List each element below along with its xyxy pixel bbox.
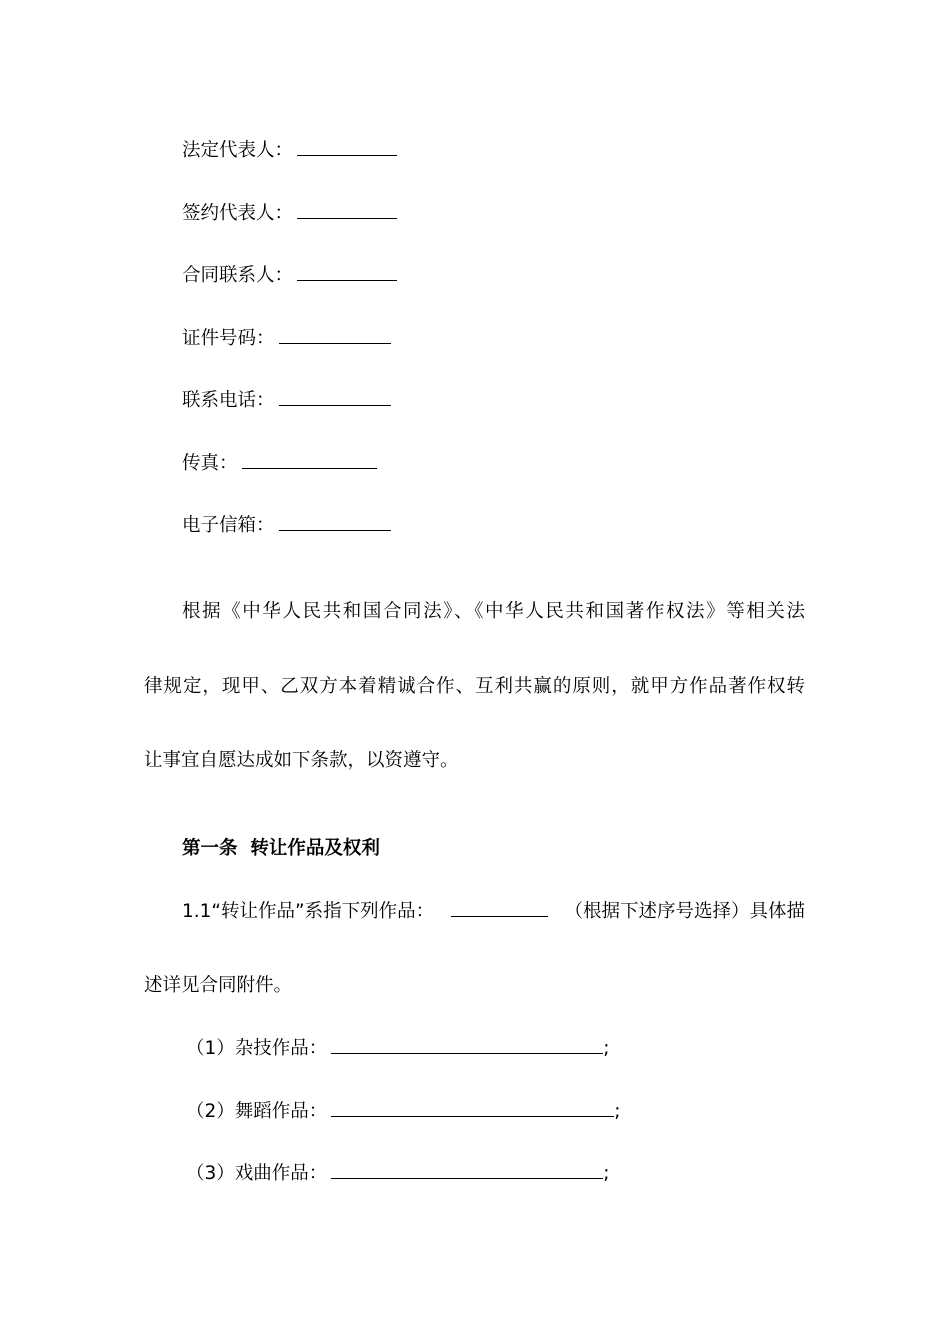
item-2-line <box>186 1099 621 1124</box>
phone-label: 联系电话： <box>182 390 275 411</box>
clause-1-1-blank[interactable] <box>451 899 548 917</box>
id-number-line <box>182 326 391 351</box>
item-3-end: ; <box>603 1163 610 1184</box>
item-2-end: ; <box>614 1101 621 1122</box>
phone-blank[interactable] <box>279 388 391 406</box>
signing-rep-line <box>182 201 397 226</box>
item-3-label: （3）戏曲作品： <box>186 1163 328 1184</box>
article-1-heading: 第一条 转让作品及权利 <box>182 838 380 859</box>
contact-person-line <box>182 263 397 288</box>
email-label: 电子信箱： <box>182 515 275 536</box>
item-1-label: （1）杂技作品： <box>186 1038 328 1059</box>
item-2-label: （2）舞蹈作品： <box>186 1101 328 1122</box>
clause-1-1-continuation: 述详见合同附件。 <box>144 975 293 996</box>
legal-rep-line <box>182 138 397 163</box>
signing-rep-label: 签约代表人： <box>182 203 294 224</box>
item-1-line <box>186 1036 610 1061</box>
preamble-line-2: 律规定，现甲、乙双方本着精诚合作、互利共赢的原则，就甲方作品著作权转 <box>144 676 805 697</box>
clause-1-1-line <box>182 899 805 924</box>
preamble-line-1: 根据《中华人民共和国合同法》、《中华人民共和国著作权法》等相关法 <box>182 601 805 622</box>
preamble-line-3: 让事宜自愿达成如下条款，以资遵守。 <box>144 750 459 771</box>
item-2-blank[interactable] <box>331 1099 614 1117</box>
phone-line <box>182 388 391 413</box>
item-1-blank[interactable] <box>331 1036 603 1054</box>
clause-1-1-suffix: （根据下述序号选择）具体描 <box>564 901 805 922</box>
signing-rep-blank[interactable] <box>297 201 397 219</box>
fax-blank[interactable] <box>242 451 377 469</box>
contact-person-blank[interactable] <box>297 263 397 281</box>
item-1-end: ; <box>603 1038 610 1059</box>
legal-rep-blank[interactable] <box>297 138 397 156</box>
fax-label: 传真： <box>182 453 238 474</box>
email-line <box>182 513 391 538</box>
item-3-line <box>186 1161 610 1186</box>
id-number-label: 证件号码： <box>182 328 275 349</box>
clause-1-1-prefix: 1.1“转让作品”系指下列作品： <box>182 901 435 922</box>
item-3-blank[interactable] <box>331 1161 603 1179</box>
email-blank[interactable] <box>279 513 391 531</box>
contact-person-label: 合同联系人： <box>182 265 294 286</box>
fax-line <box>182 451 377 476</box>
id-number-blank[interactable] <box>279 326 391 344</box>
legal-rep-label: 法定代表人： <box>182 140 294 161</box>
